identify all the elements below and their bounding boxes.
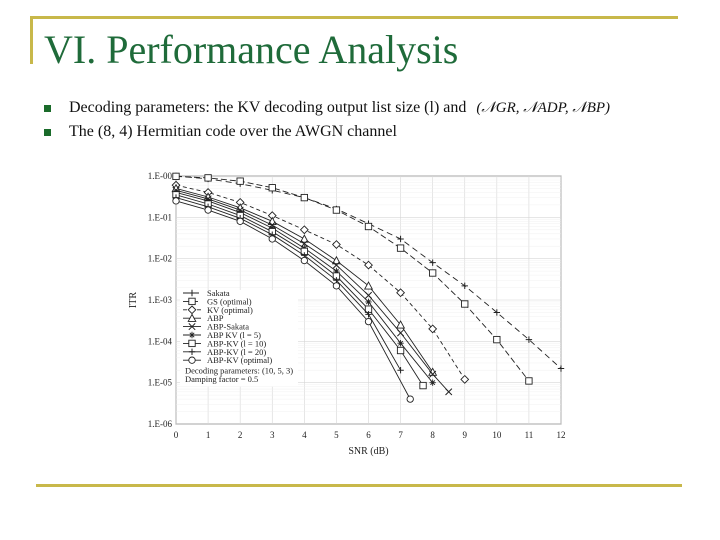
legend-marker — [189, 298, 195, 304]
data-point-series-1 — [462, 301, 468, 307]
legend-entry: ABP-KV (l = 10) — [207, 338, 267, 349]
data-point-series-8 — [407, 396, 413, 402]
data-point-series-1 — [429, 270, 435, 276]
data-point-series-6 — [397, 347, 403, 353]
x-tick-label: 10 — [492, 430, 502, 440]
data-point-series-1 — [365, 223, 371, 229]
data-point-series-8 — [301, 257, 307, 263]
y-tick-label: 1.E-00 — [147, 171, 172, 181]
x-tick-label: 8 — [430, 430, 435, 440]
data-point-series-8 — [173, 198, 179, 204]
y-tick-label: 1.E-05 — [147, 377, 172, 388]
data-point-series-1 — [526, 378, 532, 384]
legend-entry: ABP-KV (l = 20) — [207, 346, 267, 357]
y-tick-label: 1.E-01 — [147, 212, 172, 223]
x-tick-label: 11 — [524, 430, 534, 440]
bullet-text: The (8, 4) Hermitian code over the AWGN channel — [69, 123, 397, 140]
x-tick-label: 1 — [205, 430, 211, 440]
data-point-series-6 — [420, 382, 426, 388]
x-tick-label: 4 — [302, 430, 307, 440]
data-point-series-1 — [237, 178, 243, 184]
legend-marker — [189, 340, 195, 346]
data-point-series-1 — [269, 185, 275, 191]
x-tick-label: 2 — [237, 430, 243, 440]
legend-entry: GS (optimal) — [207, 296, 252, 307]
legend-entry: Sakata — [207, 288, 230, 298]
y-tick-label: 1.E-04 — [147, 336, 172, 347]
x-tick-label: 0 — [173, 430, 179, 440]
data-point-series-8 — [269, 236, 275, 242]
legend-entry: ABP — [207, 313, 224, 324]
x-tick-label: 12 — [556, 430, 566, 440]
legend-entry: ABP-KV (optimal) — [207, 355, 273, 366]
data-point-series-1 — [205, 175, 211, 181]
data-point-series-8 — [333, 283, 339, 289]
legend-marker — [189, 357, 195, 363]
y-tick-label: 1.E-03 — [147, 295, 172, 305]
x-tick-label: 9 — [462, 430, 467, 440]
chart-annotation: Damping factor = 0.5 — [185, 374, 259, 384]
chart-annotation: Decoding parameters: (10, 5, 3) — [185, 365, 294, 376]
data-point-series-1 — [173, 173, 179, 179]
data-point-series-1 — [301, 194, 307, 200]
x-axis-label: SNR (dB) — [348, 446, 389, 457]
legend-entry: ABP-Sakata — [207, 321, 250, 332]
data-point-series-8 — [365, 318, 371, 324]
legend-entry: ABP KV (l = 5) — [207, 330, 261, 340]
data-point-series-1 — [333, 207, 339, 213]
x-tick-label: 7 — [398, 430, 403, 440]
x-tick-label: 3 — [270, 430, 275, 440]
data-point-series-1 — [397, 245, 403, 251]
y-tick-label: 1.E-02 — [147, 253, 172, 264]
slide-title: VI. Performance Analysis — [44, 27, 459, 72]
bullet-math: (𝒩GR, 𝒩ADP, 𝒩BP) — [476, 100, 611, 116]
data-point-series-8 — [205, 207, 211, 213]
bullet-text: Decoding parameters: the KV decoding output list size (l) and — [69, 99, 467, 116]
legend-entry: KV (optimal) — [207, 304, 253, 315]
y-axis-label: ITR — [128, 291, 139, 309]
x-tick-label: 5 — [334, 430, 339, 440]
y-tick-label: 1.E-06 — [147, 419, 172, 429]
data-point-series-8 — [237, 218, 243, 224]
x-tick-label: 6 — [366, 430, 371, 440]
data-point-series-1 — [494, 336, 500, 342]
